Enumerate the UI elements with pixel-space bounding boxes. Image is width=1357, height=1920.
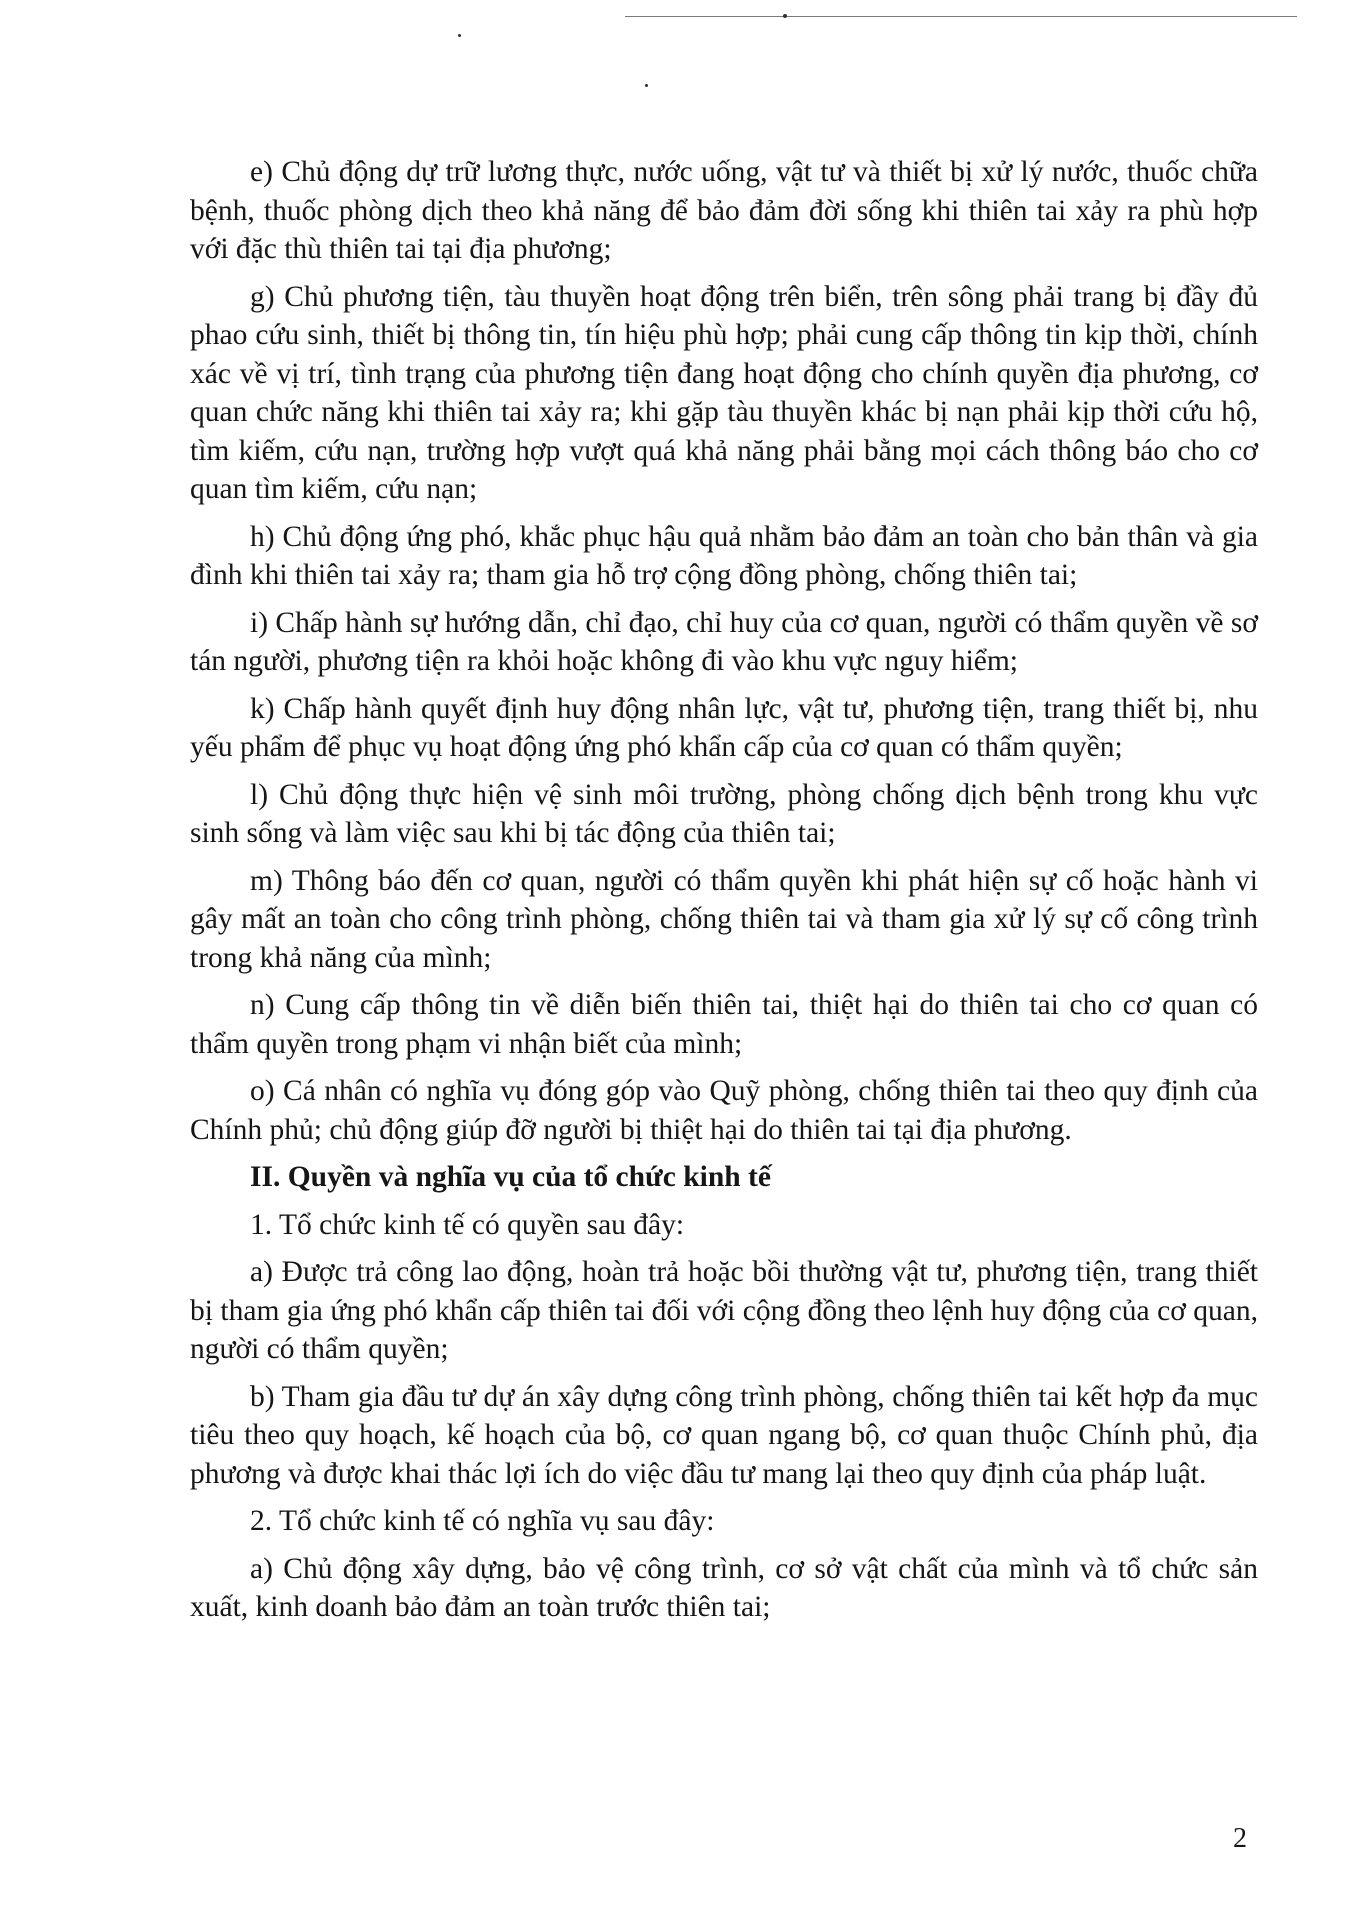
rights-intro: 1. Tổ chức kinh tế có quyền sau đây: bbox=[250, 1208, 685, 1241]
scan-speck bbox=[783, 14, 787, 18]
paragraph-n: n) Cung cấp thông tin về diễn biến thiên tai, thiệt hại do thiên tai cho cơ quan có thẩm quyền trong phạm vi nhận biết của mình; bbox=[190, 989, 1258, 1060]
top-rule bbox=[625, 16, 1297, 17]
paragraph-k: k) Chấp hành quyết định huy động nhân lực, vật tư, phương tiện, trang thiết bị, nhu yếu phẩm để phục vụ hoạt động ứng phó khẩn cấp của cơ quan có thẩm quyền; bbox=[190, 692, 1258, 763]
rights-item-b: b) Tham gia đầu tư dự án xây dựng công trình phòng, chống thiên tai kết hợp đa mục tiêu theo quy hoạch, kế hoạch của bộ, cơ quan ngang bộ, cơ quan thuộc Chính phủ, địa phương và được khai thác lợi ích do việc đầu tư mang lại theo quy định của pháp luật. bbox=[190, 1380, 1258, 1490]
obligations-item-a: a) Chủ động xây dựng, bảo vệ công trình, cơ sở vật chất của mình và tổ chức sản xuất, kinh doanh bảo đảm an toàn trước thiên tai; bbox=[190, 1552, 1258, 1623]
scan-speck bbox=[458, 34, 461, 37]
rights-item-a: a) Được trả công lao động, hoàn trả hoặc bồi thường vật tư, phương tiện, trang thiết bị tham gia ứng phó khẩn cấp thiên tai đối với cộng đồng theo lệnh huy động của cơ quan, người có thẩm quyền; bbox=[190, 1256, 1258, 1365]
paragraph-l: l) Chủ động thực hiện vệ sinh môi trường, phòng chống dịch bệnh trong khu vực sinh sống và làm việc sau khi bị tác động của thiên tai; bbox=[190, 778, 1258, 849]
paragraph-m: m) Thông báo đến cơ quan, người có thẩm quyền khi phát hiện sự cố hoặc hành vi gây mất an toàn cho công trình phòng, chống thiên tai và tham gia xử lý sự cố công trình trong khả năng của mình; bbox=[190, 864, 1258, 974]
document-body bbox=[190, 153, 1258, 1636]
scan-speck bbox=[645, 84, 648, 87]
paragraph-i: i) Chấp hành sự hướng dẫn, chỉ đạo, chỉ huy của cơ quan, người có thẩm quyền về sơ tán người, phương tiện ra khỏi hoặc không đi vào khu vực nguy hiểm; bbox=[190, 606, 1258, 677]
paragraph-o: o) Cá nhân có nghĩa vụ đóng góp vào Quỹ phòng, chống thiên tai theo quy định của Chính phủ; chủ động giúp đỡ người bị thiệt hại do thiên tai tại địa phương. bbox=[190, 1075, 1258, 1146]
paragraph-g: g) Chủ phương tiện, tàu thuyền hoạt động trên biển, trên sông phải trang bị đầy đủ phao cứu sinh, thiết bị thông tin, tín hiệu phù hợp; phải cung cấp thông tin kịp thời, chính xác về vị trí, tình trạng của phương tiện đang hoạt động cho chính quyền địa phương, cơ quan chức năng khi thiên tai xảy ra; khi gặp tàu thuyền khác bị nạn phải kịp thời cứu hộ, tìm kiếm, cứu nạn, trường hợp vượt quá khả năng phải bằng mọi cách thông báo cho cơ quan tìm kiếm, cứu nạn; bbox=[190, 280, 1258, 505]
section-heading: II. Quyền và nghĩa vụ của tổ chức kinh tế bbox=[250, 1161, 771, 1193]
paragraph-e: e) Chủ động dự trữ lương thực, nước uống, vật tư và thiết bị xử lý nước, thuốc chữa bệnh, thuốc phòng dịch theo khả năng để bảo đảm đời sống khi thiên tai xảy ra phù hợp với đặc thù thiên tai tại địa phương; bbox=[190, 156, 1258, 265]
obligations-intro: 2. Tổ chức kinh tế có nghĩa vụ sau đây: bbox=[250, 1505, 715, 1537]
page-number: 2 bbox=[1233, 1823, 1247, 1854]
paragraph-h: h) Chủ động ứng phó, khắc phục hậu quả nhằm bảo đảm an toàn cho bản thân và gia đình khi thiên tai xảy ra; tham gia hỗ trợ cộng đồng phòng, chống thiên tai; bbox=[190, 520, 1258, 591]
